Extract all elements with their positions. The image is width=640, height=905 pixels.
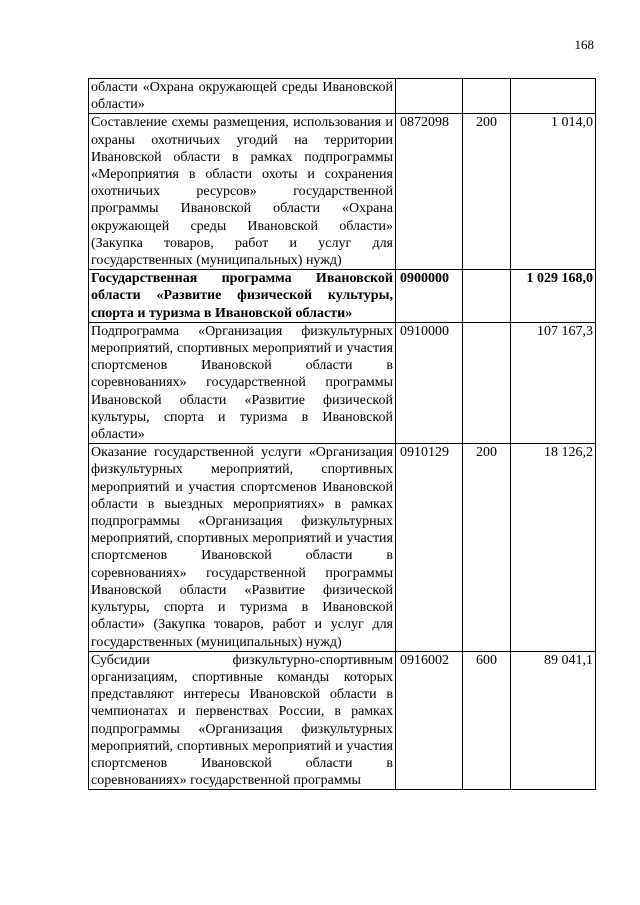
item-name-cell: Оказание государственной услуги «Организация физкультурных мероприятий, спортивных мероприятий и участия спортсменов Ивановской области в выездных мероприятиях» в рамках подпрограммы «Организация физкультурных мероприятий, спортивных мероприятий и участия спортсменов Ивановской области в соревнованиях» государственной программы Ивановской области «Развитие физической культуры, спорта и туризма в Ивановской области» (Закупка товаров, работ и услуг для государственных (муниципальных) нужд) <box>89 444 396 651</box>
amount-cell: 89 041,1 <box>511 651 596 790</box>
amount-cell: 1 029 168,0 <box>511 270 596 323</box>
expense-type-cell <box>463 270 511 323</box>
target-code-cell <box>396 79 463 114</box>
item-name-cell: области «Охрана окружающей среды Ивановской области» <box>89 79 396 114</box>
amount-cell <box>511 79 596 114</box>
target-code-cell: 0916002 <box>396 651 463 790</box>
item-name-cell: Подпрограмма «Организация физкультурных мероприятий, спортивных мероприятий и участия спортсменов Ивановской области в соревнованиях» государственной программы Ивановской области «Развитие физической культуры, спорта и туризма в Ивановской области» <box>89 322 396 443</box>
table-row <box>89 114 596 270</box>
expense-type-cell: 200 <box>463 114 511 270</box>
amount-cell: 107 167,3 <box>511 322 596 443</box>
item-name-cell: Составление схемы размещения, использования и охраны охотничьих угодий на территории Ивановской области в рамках подпрограммы «Мероприятия в области охоты и сохранения охотничьих ресурсов» государственной программы Ивановской области «Охрана окружающей среды Ивановской области» (Закупка товаров, работ и услуг для государственных (муниципальных) нужд) <box>89 114 396 270</box>
page-number: 168 <box>574 37 594 52</box>
amount-cell: 18 126,2 <box>511 444 596 651</box>
expense-type-cell <box>463 322 511 443</box>
target-code-cell: 0872098 <box>396 114 463 270</box>
expense-type-cell: 200 <box>463 444 511 651</box>
table-row <box>89 322 596 443</box>
target-code-cell: 0910129 <box>396 444 463 651</box>
expense-type-cell: 600 <box>463 651 511 790</box>
table-row <box>89 79 596 114</box>
item-name-cell: Государственная программа Ивановской области «Развитие физической культуры, спорта и туризма в Ивановской области» <box>89 270 396 323</box>
amount-cell: 1 014,0 <box>511 114 596 270</box>
item-name-cell: Субсидии физкультурно-спортивным организациям, спортивные команды которых представляют интересы Ивановской области в чемпионатах и первенствах России, в рамках подпрограммы «Организация физкультурных мероприятий, спортивных мероприятий и участия спортсменов Ивановской области в соревнованиях» государственной программы <box>89 651 396 790</box>
target-code-cell: 0900000 <box>396 270 463 323</box>
table-row-program <box>89 270 596 323</box>
table-row <box>89 444 596 651</box>
budget-table <box>88 78 596 790</box>
expense-type-cell <box>463 79 511 114</box>
target-code-cell: 0910000 <box>396 322 463 443</box>
table-row <box>89 651 596 790</box>
